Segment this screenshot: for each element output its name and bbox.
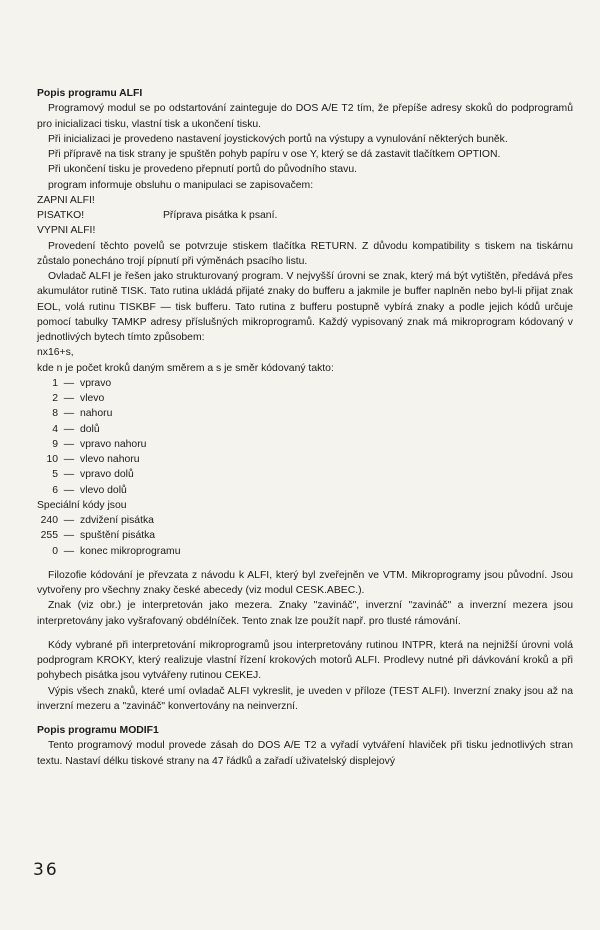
paragraph: Při inicializaci je provedeno nastavení joystickových portů na výstupy a vynulování některých buněk.	[48, 133, 508, 145]
direction-code-row: 9 — vpravo nahoru	[52, 438, 147, 450]
paragraph: kde n je počet kroků daným směrem a s je směr kódovaný takto:	[37, 362, 334, 374]
paragraph: Kódy vybrané při interpretování mikroprogramů jsou interpretovány rutinou INTPR, která na nejnižší úrovni volá podprogram KROKY, který realizuje vlastní řízení krokových motorů ALFI. Prodlevy nutné při dávkování kroků a při pohybech pisátka jsou vytvářeny rutinou CEKEJ.	[37, 639, 573, 682]
command-label: PISATKO!	[37, 210, 85, 221]
paragraph: Znak (viz obr.) je interpretován jako mezera. Znaky "zavináč", inverzní "zavináč" a inverzní mezera jsou interpretovány jako vyšrafovaný obdélníček. Tento znak lze použít např. pro tlusté rámování.	[37, 600, 573, 627]
special-code-list	[37, 513, 573, 559]
document-page	[37, 86, 573, 769]
formula-line: nx16+s,	[37, 347, 74, 359]
direction-code-row: 10 — vlevo nahoru	[46, 454, 140, 465]
command-line: VYPNI ALFI!	[37, 225, 96, 237]
paragraph: Ovladač ALFI je řešen jako strukturovaný program. V nejvyšší úrovni se znak, který má být vytištěn, předává přes akumulátor rutině TISK. Tato rutina ukládá přijaté znaky do bufferu a jakmile je buffer naplněn nebo byl-li přijat znak EOL, volá rutinu TISKBF — tisk bufferu. Tato rutina z bufferu postupně vybírá znaky a podle jejich kódů určuje pomocí tabulky TAMKP adresy příslušných mikroprogramů. Každý vypisovaný znak má mikroprogram kódovaný v jednotlivých bytech tímto způsobem:	[37, 271, 573, 343]
direction-code-row: 2 — vlevo	[52, 393, 105, 404]
section-heading-modif1: Popis programu MODIF1	[37, 725, 159, 736]
direction-code-list	[37, 376, 573, 498]
paragraph: program informuje obsluhu o manipulaci se zapisovačem:	[48, 179, 314, 191]
section-heading-alfi: Popis programu ALFI	[37, 88, 143, 99]
paragraph: Programový modul se po odstartování zainteguje do DOS A/E T2 tím, že přepíše adresy skoků do podprogramů pro inicializaci tisku, vlastní tisk a ukončení tisku.	[37, 103, 573, 130]
command-description: Příprava pisátka k psaní.	[163, 210, 278, 221]
command-line	[37, 208, 573, 223]
direction-code-row: 1 — vpravo	[52, 377, 112, 389]
direction-code-row: 4 — dolů	[52, 423, 100, 435]
special-codes-heading: Speciální kódy jsou	[37, 499, 127, 511]
paragraph: Výpis všech znaků, které umí ovladač ALFI vykreslit, je uveden v příloze (TEST ALFI). Inverzní znaky jsou až na inverzní mezeru a "zavináč" konvertovány na neinverzní.	[37, 685, 573, 712]
paragraph: Provedení těchto povelů se potvrzuje stiskem tlačítka RETURN. Z důvodu kompatibility s tiskem na tiskárnu zůstalo ponecháno trojí pípnutí při výměnách psacího listu.	[37, 240, 573, 267]
command-line: ZAPNI ALFI!	[37, 194, 95, 206]
special-code-row: 255 — spuštění pisátka	[40, 530, 156, 542]
direction-code-row: 5 — vpravo dolů	[52, 469, 134, 481]
special-code-row: 0 — konec mikroprogramu	[52, 545, 181, 557]
paragraph: Při ukončení tisku je provedeno přepnutí portů do původního stavu.	[48, 164, 358, 176]
page-number: 36	[33, 860, 59, 880]
paragraph: Při přípravě na tisk strany je spuštěn pohyb papíru v ose Y, který se dá zastavit tlačítkem OPTION.	[48, 149, 501, 160]
direction-code-row: 6 — vlevo dolů	[52, 484, 127, 496]
paragraph: Tento programový modul provede zásah do DOS A/E T2 a vyřadí vytváření hlaviček při tisku jednotlivých stran textu. Nastaví délku tiskové strany na 47 řádků a zařadí uživatelský displejový	[37, 740, 573, 767]
special-code-row: 240 — zdvižení pisátka	[40, 515, 154, 526]
paragraph: Filozofie kódování je převzata z návodu k ALFI, který byl zveřejněn ve VTM. Mikroprogramy jsou původní. Jsou vytvořeny pro všechny znaky české abecedy (viz modul CESK.ABEC.).	[37, 569, 573, 596]
direction-code-row: 8 — nahoru	[52, 408, 113, 420]
